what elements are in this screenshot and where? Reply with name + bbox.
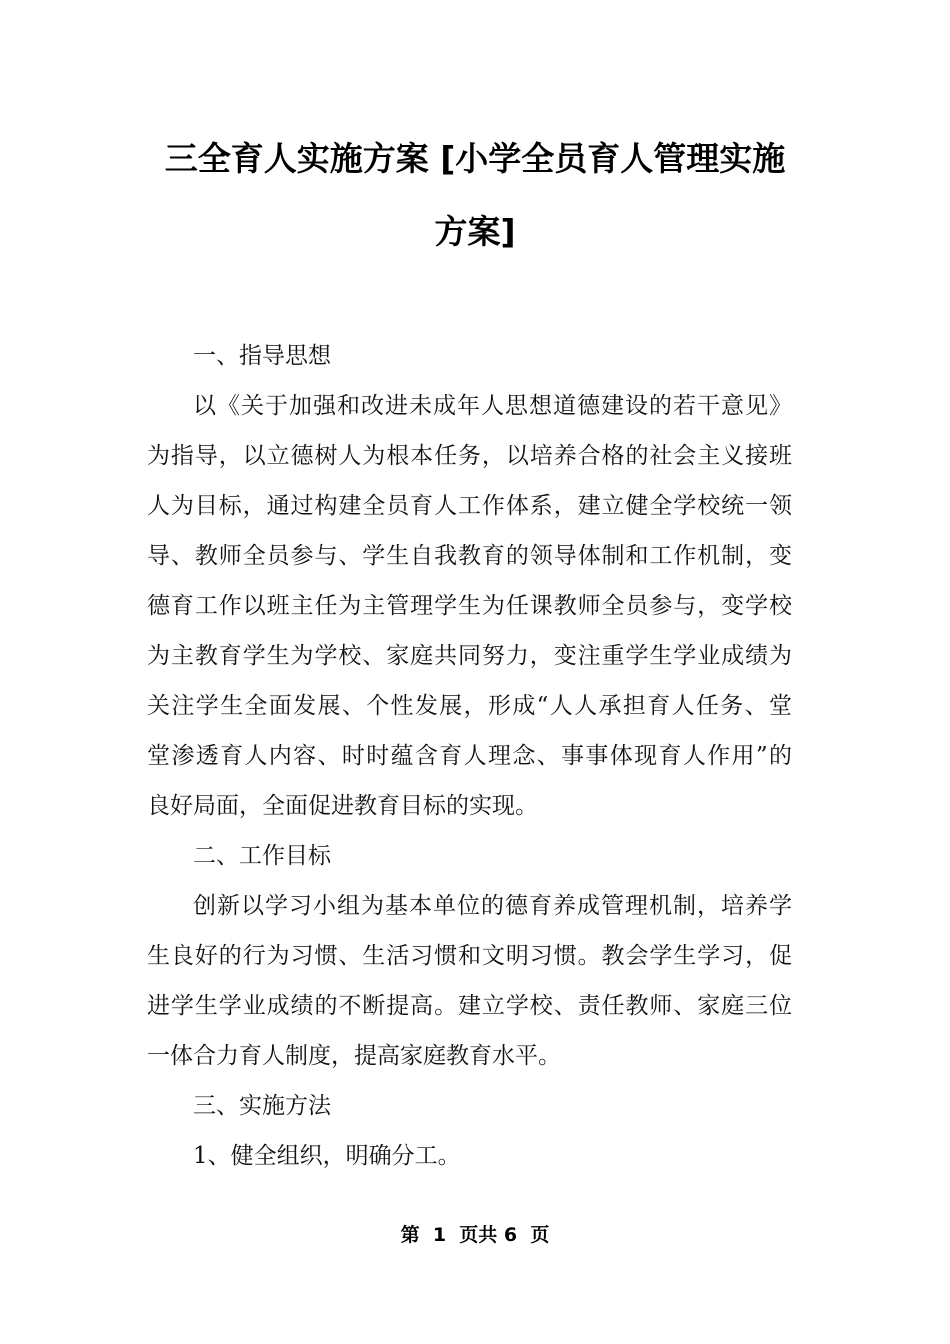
paragraph-line: 堂渗透育人内容、时时蕴含育人理念、事事体现育人作用”的: [147, 743, 792, 769]
list-item: 1、健全组织，明确分工。: [193, 1143, 461, 1169]
page-number-footer: 第 1 页共 6 页: [400, 1224, 550, 1246]
section-heading-implementation: 三、实施方法: [193, 1093, 331, 1119]
paragraph-line: 生良好的行为习惯、生活习惯和文明习惯。教会学生学习，促: [147, 943, 792, 969]
paragraph-line: 导、教师全员参与、学生自我教育的领导体制和工作机制，变: [147, 543, 792, 569]
paragraph-line: 人为目标，通过构建全员育人工作体系，建立健全学校统一领: [147, 493, 792, 519]
paragraph-line: 关注学生全面发展、个性发展，形成“人人承担育人任务、堂: [147, 693, 792, 719]
paragraph-line: 进学生学业成绩的不断提高。建立学校、责任教师、家庭三位: [147, 993, 792, 1019]
paragraph-line: 为主教育学生为学校、家庭共同努力，变注重学生学业成绩为: [147, 643, 792, 669]
paragraph-line: 一体合力育人制度，提高家庭教育水平。: [147, 1043, 561, 1069]
section-heading-work-goals: 二、工作目标: [193, 843, 331, 869]
document-title-line-2: 方案]: [434, 212, 516, 251]
paragraph-line: 德育工作以班主任为主管理学生为任课教师全员参与，变学校: [147, 593, 792, 619]
paragraph-line: 良好局面，全面促进教育目标的实现。: [147, 793, 538, 819]
section-heading-guiding-ideology: 一、指导思想: [193, 343, 331, 369]
document-title-line-1: 三全育人实施方案 [小学全员育人管理实施: [164, 139, 786, 178]
paragraph-line: 以《关于加强和改进未成年人思想道德建设的若干意见》: [193, 393, 792, 419]
paragraph-line: 创新以学习小组为基本单位的德育养成管理机制，培养学: [193, 893, 792, 919]
document-body: [147, 331, 792, 1181]
paragraph-line: 为指导，以立德树人为根本任务，以培养合格的社会主义接班: [147, 443, 792, 469]
